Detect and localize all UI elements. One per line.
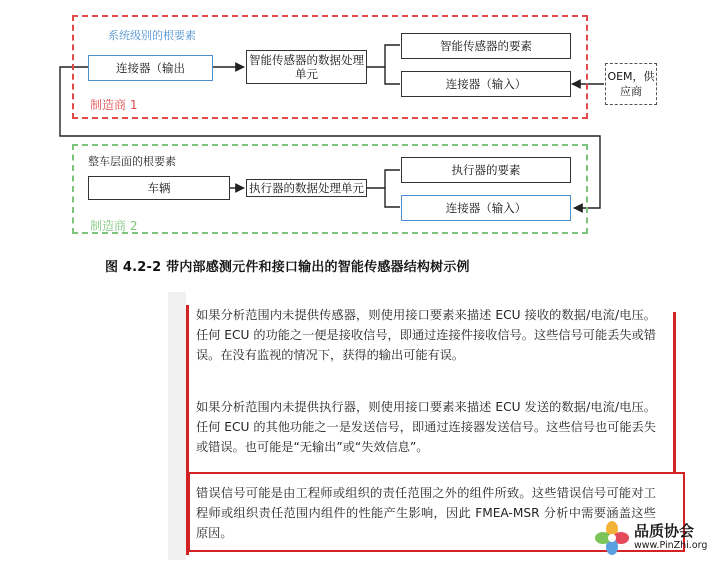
paragraph-actuator: 如果分析范围内未提供执行器，则使用接口要素来描述 ECU 发送的数据/电流/电压。任何 ECU 的其他功能之一是发送信号，即通过连接器发送信号。这些信号也可能丢失或错误。也可能是“无输出”或“失效信息”。 — [196, 400, 656, 454]
sensor-requirements-box: 智能传感器的要素 — [401, 33, 571, 59]
manufacturer-1-label: 制造商 1 — [90, 98, 138, 112]
paragraph-error-signal: 错误信号可能是由工程师或组织的责任范围之外的组件所致。这些错误信号可能对工程师或组织责任范围内组件的性能产生影响，因此 FMEA-MSR 分析中需要涵盖这些原因。 — [196, 486, 656, 540]
paragraph-sensor: 如果分析范围内未提供传感器，则使用接口要素来描述 ECU 接收的数据/电流/电压。任何 ECU 的功能之一便是接收信号，即通过连接件接收信号。这些信号可能丢失或错误。在没有监视的情况下，获得的输出可能有误。 — [196, 308, 656, 362]
right-red-bar — [673, 312, 676, 472]
connector-input-box-bottom: 连接器（输入） — [401, 195, 571, 221]
figure-caption: 图 4.2-2 带内部感测元件和接口输出的智能传感器结构树示例 — [105, 260, 470, 275]
vehicle-root-label: 整车层面的根要素 — [88, 155, 176, 168]
actuator-processing-unit-box: 执行器的数据处理单元 — [246, 179, 367, 197]
watermark-url: www.PinZhi.org — [634, 540, 708, 551]
watermark — [594, 520, 722, 556]
flower-logo-icon — [594, 520, 630, 556]
connector-input-box-top: 连接器（输入） — [401, 71, 571, 97]
vehicle-box: 车辆 — [88, 176, 230, 200]
system-root-label: 系统级别的根要素 — [108, 29, 196, 42]
watermark-name: 品质协会 — [634, 522, 695, 540]
sensor-processing-unit-box: 智能传感器的数据处理单元 — [246, 50, 367, 84]
manufacturer-2-label: 制造商 2 — [90, 219, 138, 233]
connector-output-box: 连接器（输出 — [88, 55, 213, 81]
page-margin-shade — [168, 292, 186, 560]
actuator-requirements-box: 执行器的要素 — [401, 157, 571, 183]
oem-supplier-box: OEM，供应商 — [605, 63, 657, 105]
